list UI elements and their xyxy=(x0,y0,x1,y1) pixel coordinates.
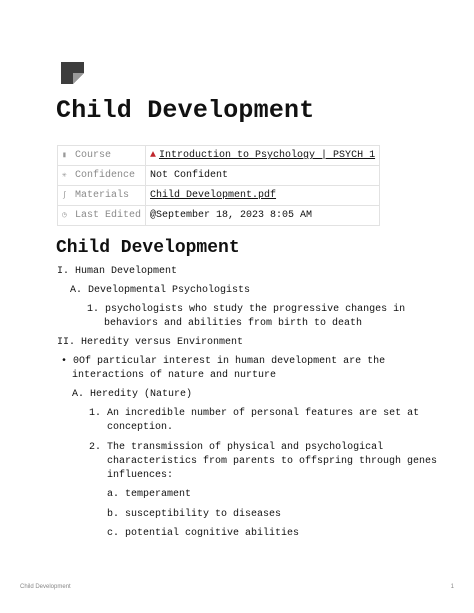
confidence-value[interactable]: Not Confident xyxy=(146,166,380,186)
property-label: Last Edited xyxy=(75,210,142,221)
materials-value: Child Development.pdf xyxy=(150,190,277,201)
list-item-text: An incredible number of personal features are set at xyxy=(107,408,420,419)
list-item-text: temperament xyxy=(125,489,192,500)
outline-item-h1 xyxy=(89,408,419,419)
course-value: Introduction to Psychology | PSYCH 1 xyxy=(159,150,376,161)
course-link[interactable] xyxy=(146,146,380,166)
list-marker: I. xyxy=(57,266,70,277)
list-marker: 1. xyxy=(89,408,102,419)
outline-item-b xyxy=(107,509,281,520)
footer-title: Child Development xyxy=(20,584,71,590)
property-label-cell xyxy=(58,186,146,206)
property-row-last-edited xyxy=(58,206,380,226)
list-item-text: potential cognitive abilities xyxy=(125,528,300,539)
list-item-text: The transmission of physical and psychological xyxy=(107,442,384,453)
outline-item-heredity xyxy=(72,389,192,400)
materials-link[interactable] xyxy=(146,186,380,206)
list-marker: a. xyxy=(107,489,120,500)
list-item-text-continued: behaviors and abilities from birth to death xyxy=(104,318,363,329)
properties-table xyxy=(57,145,380,226)
list-item-text: Developmental Psychologists xyxy=(88,285,251,296)
list-marker: A. xyxy=(70,285,83,296)
list-item-text: Heredity (Nature) xyxy=(90,389,193,400)
book-icon: ▮ xyxy=(62,151,67,160)
outline-item-ia xyxy=(70,285,250,296)
list-marker: 1. xyxy=(87,304,100,315)
property-row-materials xyxy=(58,186,380,206)
outline-item-a xyxy=(107,489,191,500)
list-item-text-continued: influences: xyxy=(107,470,174,481)
list-item-text: Human Development xyxy=(75,266,178,277)
last-edited-value: @September 18, 2023 8:05 AM xyxy=(146,206,380,226)
paperclip-icon: ∫ xyxy=(62,191,67,200)
outline-item-i xyxy=(57,266,177,277)
list-marker: b. xyxy=(107,509,120,520)
outline-item-c xyxy=(107,528,299,539)
page-icon xyxy=(61,62,84,84)
spinner-icon: ✳ xyxy=(62,171,67,180)
property-row-course xyxy=(58,146,380,166)
list-marker: A. xyxy=(72,389,85,400)
bullet-icon: • xyxy=(61,356,68,367)
property-label: Course xyxy=(75,150,112,161)
list-item-text-continued: characteristics from parents to offspring through genes xyxy=(107,456,438,467)
section-heading: Child Development xyxy=(56,238,240,258)
list-item-text: 0Of particular interest in human development are the xyxy=(73,356,386,367)
pin-icon: ▲ xyxy=(150,150,157,161)
outline-item-ia1 xyxy=(87,304,405,315)
property-label-cell xyxy=(58,146,146,166)
property-row-confidence xyxy=(58,166,380,186)
list-item-text-continued: conception. xyxy=(107,422,174,433)
list-marker: II. xyxy=(57,337,76,348)
list-item-text: susceptibility to diseases xyxy=(125,509,282,520)
outline-item-ii xyxy=(57,337,243,348)
page-title: Child Development xyxy=(56,96,315,125)
list-item-text-continued: interactions of nature and nurture xyxy=(72,370,277,381)
list-item-text: psychologists who study the progressive changes in xyxy=(105,304,406,315)
property-label-cell xyxy=(58,166,146,186)
list-marker: 2. xyxy=(89,442,102,453)
list-marker: c. xyxy=(107,528,120,539)
property-label: Confidence xyxy=(75,170,136,181)
outline-item-h2 xyxy=(89,442,383,453)
property-label: Materials xyxy=(75,190,130,201)
list-item-text: Heredity versus Environment xyxy=(81,337,244,348)
property-label-cell xyxy=(58,206,146,226)
footer-page-number: 1 xyxy=(450,584,454,590)
bullet-item xyxy=(61,356,385,367)
clock-icon: ◷ xyxy=(62,211,67,220)
